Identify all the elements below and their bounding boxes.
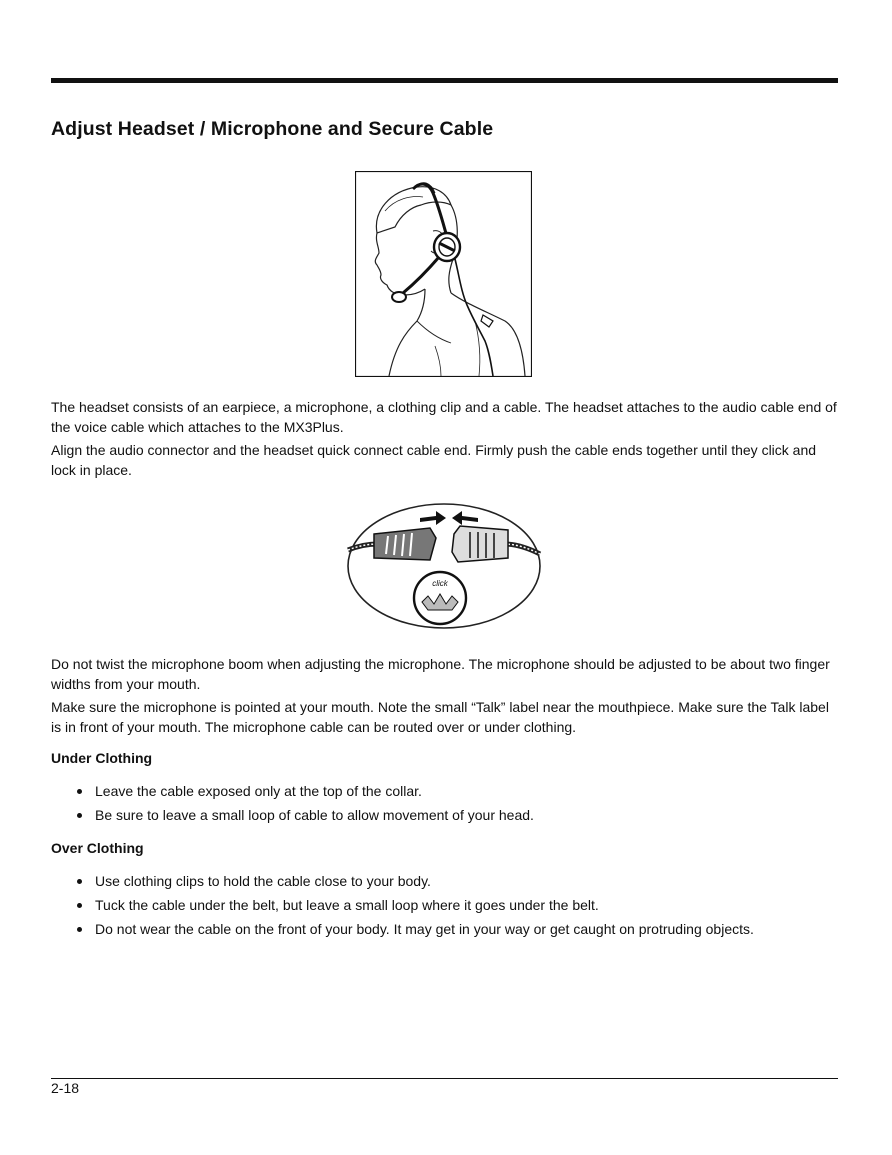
talk-label-paragraph: Make sure the microphone is pointed at your mouth. Note the small “Talk” label near the mouthpiece. Make sure the Talk label is in front of your mouth. The microphone cable can be routed over or under clothing. [51, 699, 829, 735]
click-label: click [432, 579, 448, 588]
list-item [51, 893, 841, 917]
page-title: Adjust Headset / Microphone and Secure Cable [51, 118, 494, 140]
list-item [51, 803, 841, 827]
headset-figure [355, 171, 532, 377]
boom-paragraph: Do not twist the microphone boom when adjusting the microphone. The microphone should be adjusted to be about two finger widths from your mouth. [51, 656, 830, 692]
bullet-icon [77, 813, 82, 818]
over-clothing-heading: Over Clothing [51, 840, 144, 856]
over-clothing-list [51, 869, 841, 941]
list-item [51, 917, 841, 941]
list-item [51, 869, 841, 893]
bullet-icon [77, 927, 82, 932]
page-number: 2-18 [51, 1080, 80, 1096]
align-paragraph: Align the audio connector and the headset quick connect cable end. Firmly push the cable ends together until they click and lock in place. [51, 442, 817, 478]
list-item-text: Be sure to leave a small loop of cable to allow movement of your head. [95, 807, 534, 823]
list-item-text: Tuck the cable under the belt, but leave a small loop where it goes under the belt. [95, 897, 599, 913]
header-rule [51, 78, 838, 83]
list-item [51, 779, 841, 803]
bullet-icon [77, 879, 82, 884]
list-item-text: Use clothing clips to hold the cable close to your body. [95, 873, 431, 889]
bullet-icon [77, 789, 82, 794]
connector-figure [344, 500, 544, 633]
list-item-text: Do not wear the cable on the front of your body. It may get in your way or get caught on protruding objects. [95, 921, 754, 937]
footer-rule [51, 1078, 838, 1079]
list-item-text: Leave the cable exposed only at the top of the collar. [95, 783, 422, 799]
bullet-icon [77, 903, 82, 908]
under-clothing-heading: Under Clothing [51, 750, 153, 766]
intro-paragraph: The headset consists of an earpiece, a microphone, a clothing clip and a cable. The headset attaches to the audio cable end of the voice cable which attaches to the MX3Plus. [51, 399, 837, 435]
under-clothing-list [51, 779, 841, 827]
